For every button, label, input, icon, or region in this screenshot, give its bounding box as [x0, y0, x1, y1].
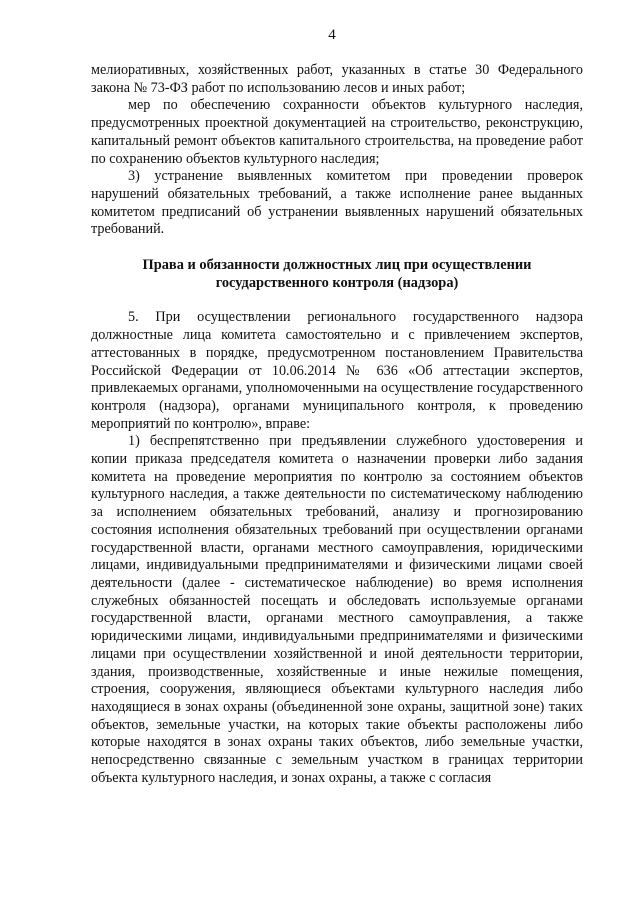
section-heading [91, 257, 583, 292]
section-heading-line: Права и обязанности должностных лиц при осуществлении [142, 257, 532, 274]
paragraph: 5. При осуществлении регионального государственного надзора должностные лица комитета самостоятельно и с привлечением экспертов, аттестованных в порядке, предусмотренном постановлением Правительства Российской Федерации от 10.06.2014 № 636 «Об аттестации экспертов, привлекаемых органами, уполномоченными на осуществление государственного контроля (надзора), органами муниципального контроля, к проведению мероприятий по контролю», вправе: [91, 309, 583, 432]
paragraph: 3) устранение выявленных комитетом при проведении проверок нарушений обязательных требований, а также исполнение ранее выданных комитетом предписаний об устранении выявленных нарушений обязательных требований. [91, 168, 583, 238]
document-page [91, 26, 583, 787]
page-number: 4 [328, 27, 336, 43]
section-heading-line: государственного контроля (надзора) [215, 274, 459, 291]
paragraph: мелиоративных, хозяйственных работ, указанных в статье 30 Федерального закона № 73-ФЗ работ по использованию лесов и иных работ; [91, 62, 583, 96]
paragraph: 1) беспрепятственно при предъявлении служебного удостоверения и копии приказа председателя комитета о назначении проверки либо задания комитета на проведение мероприятия по контролю за состоянием объектов культурного наследия, а также деятельности по систематическому наблюдению за исполнением обязательных требований, анализу и прогнозированию состояния исполнения обязательных требований при осуществлении органами государственной власти, органами местного самоуправления, юридическими лицами, индивидуальными предпринимателями и физическими лицами своей деятельности (далее - систематическое наблюдение) во время исполнения служебных обязанностей посещать и обследовать используемые органами государственной власти, органами местного самоуправления, а также юридическими лицами, индивидуальными предпринимателями и физическими лицами при осуществлении хозяйственной и иной деятельности территории, здания, производственные, хозяйственные и иные нежилые помещения, строения, сооружения, являющиеся объектами культурного наследия либо находящиеся в зонах охраны (объединенной зоне охраны, защитной зоне) таких объектов, земельные участки, на которых такие объекты расположены либо которые находятся в зонах охраны таких объектов, либо земельные участки, непосредственно связанные с земельным участком в границах территории объекта культурного наследия, и зонах охраны, а также с согласия [91, 433, 583, 786]
paragraph: мер по обеспечению сохранности объектов культурного наследия, предусмотренных проектной документацией на строительство, реконструкцию, капитальный ремонт объектов капитального строительства, на проведение работ по сохранению объектов культурного наследия; [91, 97, 583, 167]
